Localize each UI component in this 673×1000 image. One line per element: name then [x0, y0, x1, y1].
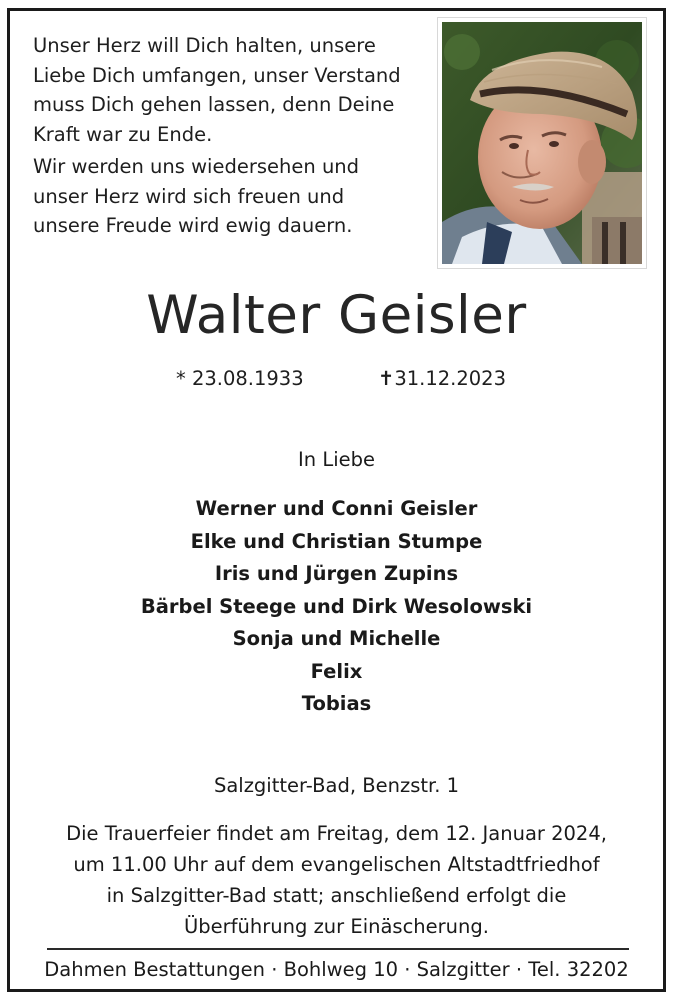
service-line: um 11.00 Uhr auf dem evangelischen Altstadtfriedhof — [73, 853, 600, 876]
service-line: Überführung zur Einäscherung. — [184, 915, 489, 938]
mourner-name: Iris und Jürgen Zupins — [214, 562, 459, 585]
portrait-image — [442, 22, 642, 264]
death-date: ✝31.12.2023 — [378, 367, 506, 390]
mourner-name: Elke und Christian Stumpe — [190, 529, 483, 553]
funeral-service-info — [0, 818, 673, 942]
funeral-home-footer: Dahmen Bestattungen · Bohlweg 10 · Salzgitter · Tel. 32202 — [44, 958, 629, 981]
service-line: Die Trauerfeier findet am Freitag, dem 12. Januar 2024, — [66, 822, 607, 845]
in-love-label: In Liebe — [298, 448, 375, 471]
mourner-name: Sonja und Michelle — [232, 627, 441, 650]
portrait-photo — [438, 18, 646, 268]
mourner-name: Tobias — [301, 692, 372, 715]
footer-divider — [47, 948, 629, 950]
memorial-poem — [33, 31, 433, 241]
mourner-name: Bärbel Steege und Dirk Wesolowski — [140, 594, 533, 618]
deceased-name: Walter Geisler — [146, 285, 527, 346]
mourner-name: Felix — [310, 659, 363, 683]
mourner-name: Werner und Conni Geisler — [195, 497, 478, 520]
poem-stanza-1: Unser Herz will Dich halten, unsere Liebe Dich umfangen, unser Verstand muss Dich gehen lassen, denn Deine Kraft war zu Ende. — [33, 34, 401, 146]
mourners-list — [0, 493, 673, 721]
family-address: Salzgitter-Bad, Benzstr. 1 — [213, 774, 460, 797]
poem-stanza-2: Wir werden uns wiedersehen und unser Herz wird sich freuen und unsere Freude wird ewig dauern. — [33, 155, 360, 237]
service-line: in Salzgitter-Bad statt; anschließend erfolgt die — [106, 884, 567, 907]
birth-date: * 23.08.1933 — [176, 367, 304, 390]
